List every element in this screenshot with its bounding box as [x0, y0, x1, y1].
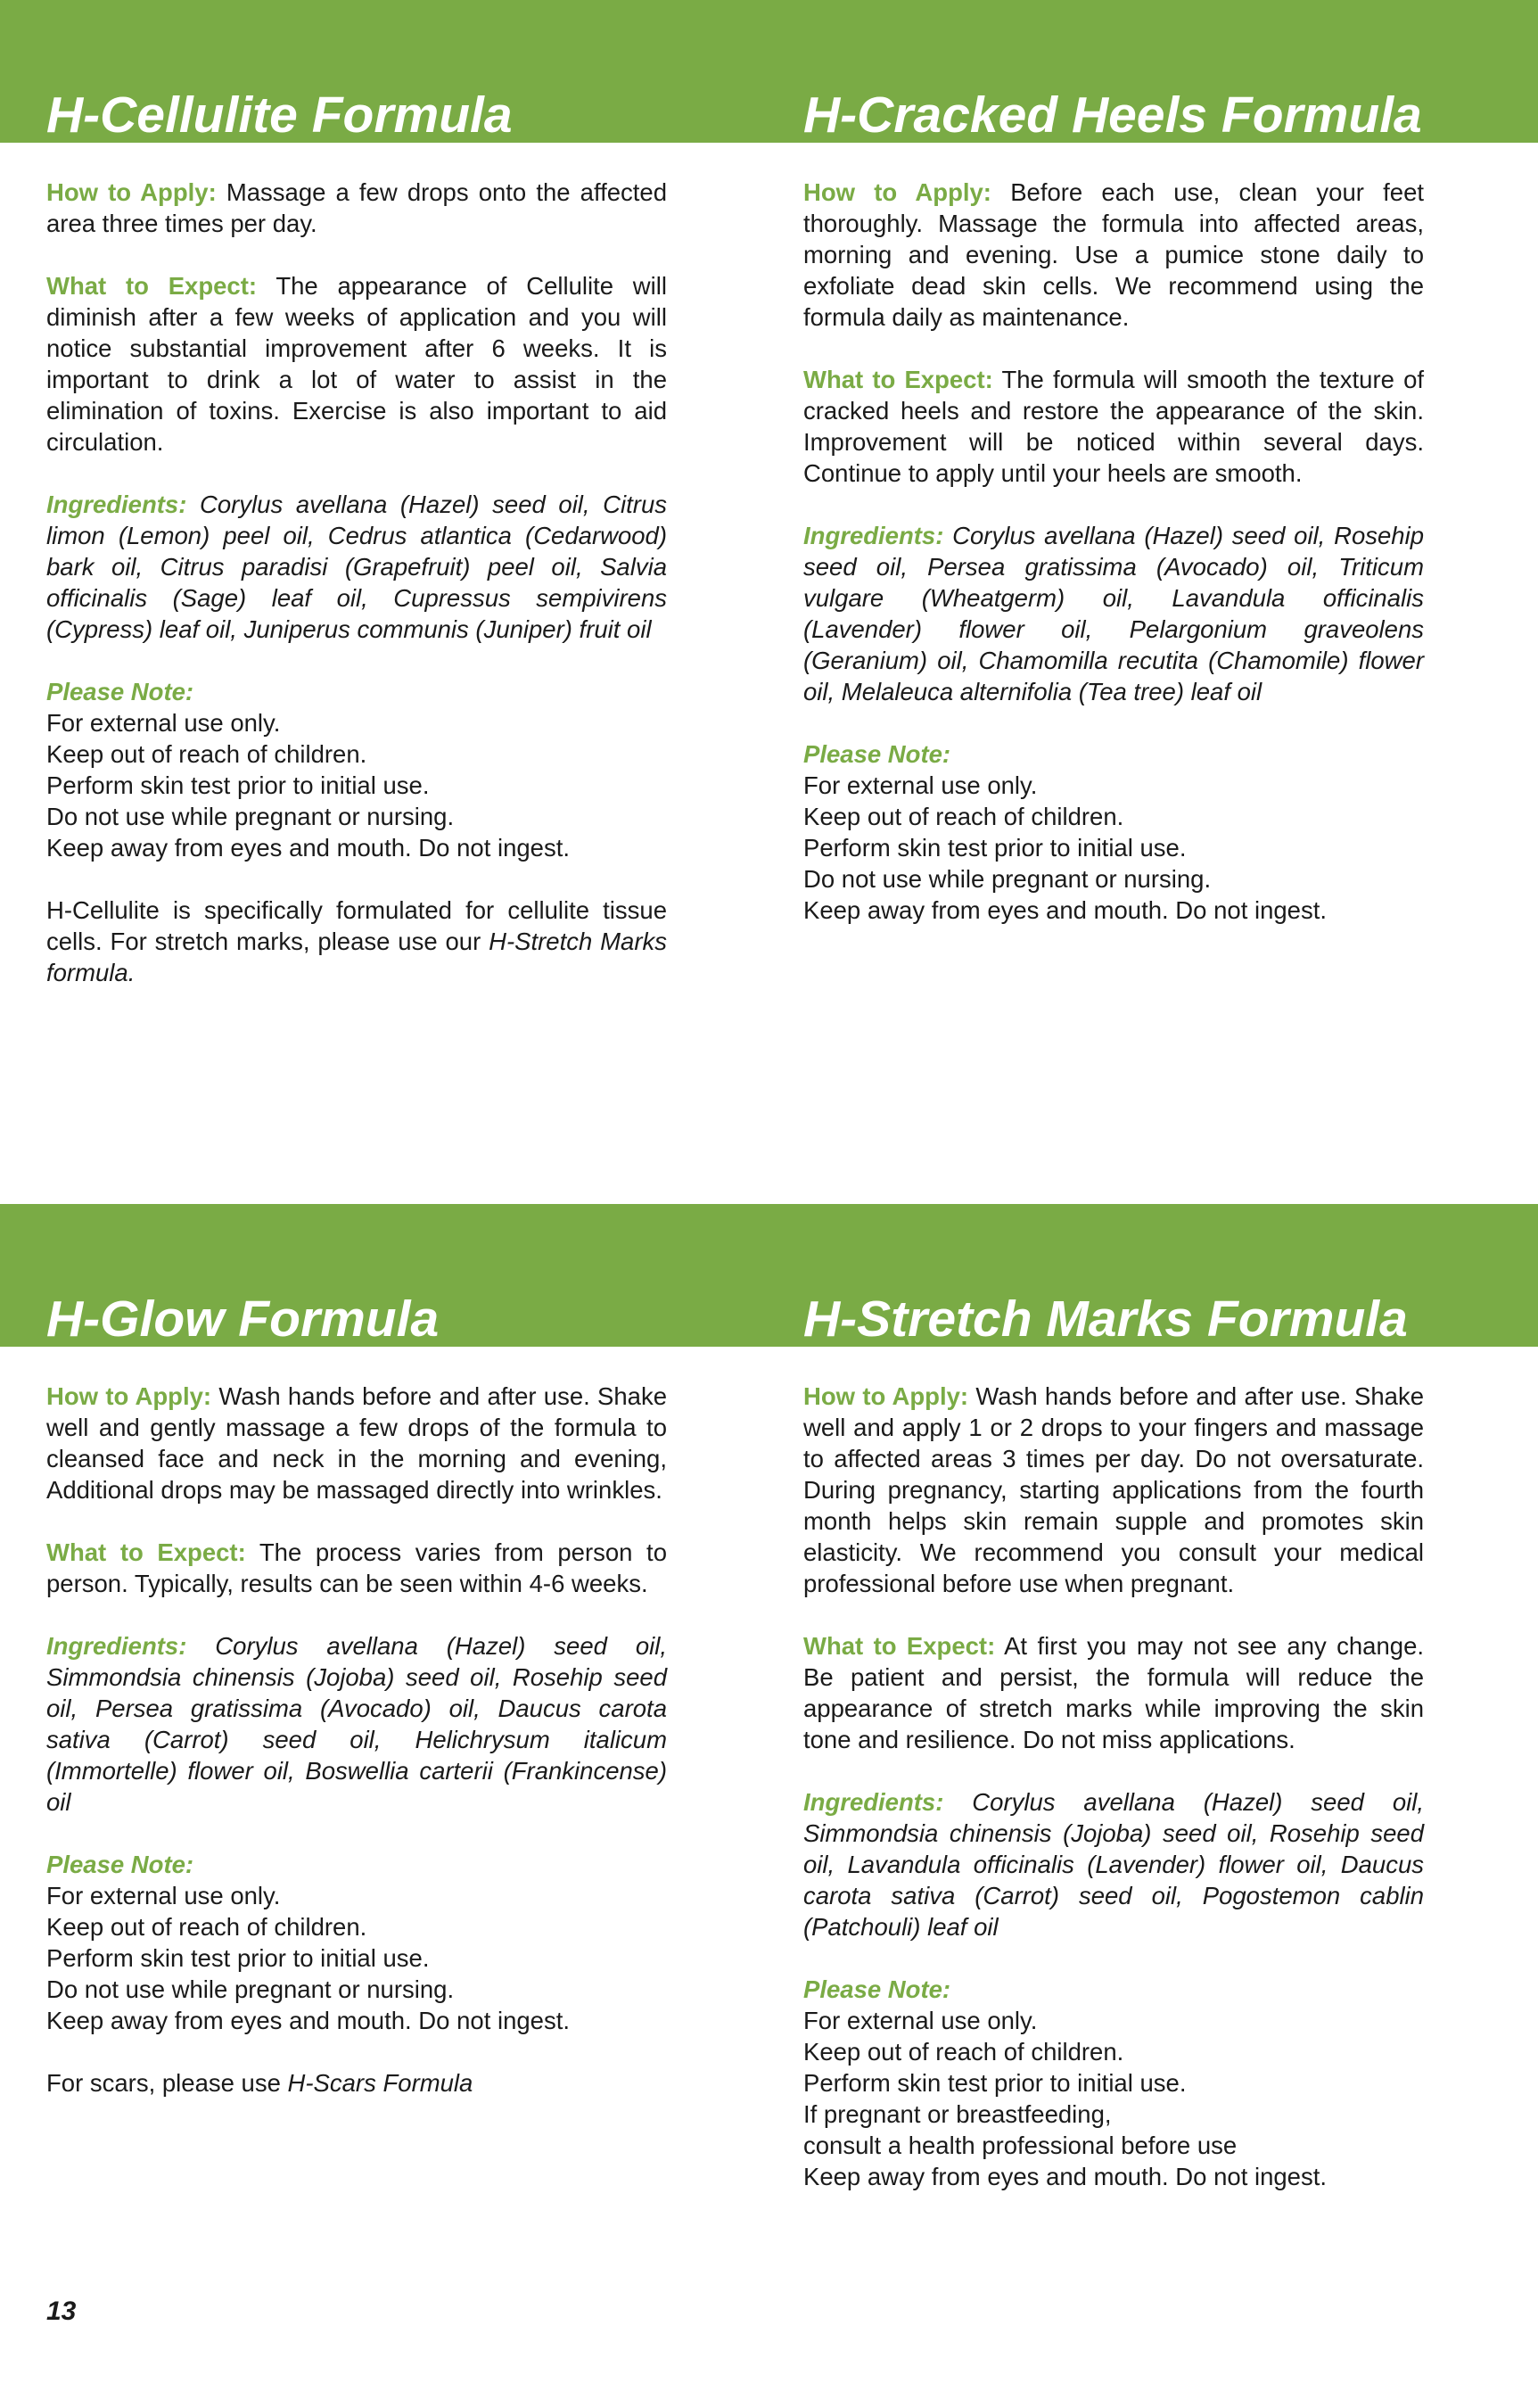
please-note-label: Please Note: [803, 740, 951, 768]
section-glow [46, 1204, 667, 2130]
how-to-apply-label: How to Apply: [46, 1382, 212, 1410]
what-to-expect-label: What to Expect: [803, 1632, 996, 1660]
section-title: H-Glow Formula [46, 1291, 440, 1348]
what-to-expect-label: What to Expect: [46, 1538, 246, 1566]
note-line: Keep out of reach of children. [46, 740, 367, 768]
how-to-apply-text: Wash hands before and after use. Shake well and gently massage a few drops of the formula to cleansed face and neck in the morning and evening, Additional drops may be massaged directly into wrinkles. [46, 1382, 668, 1504]
note-line: Do not use while pregnant or nursing. [46, 803, 455, 830]
footer-note [46, 895, 667, 988]
how-to-apply-text: Massage a few drops onto the affected area three times per day. [46, 178, 668, 237]
note-line: If pregnant or breastfeeding, [803, 2100, 1112, 2128]
note-line: consult a health professional before use [803, 2132, 1238, 2159]
note-line: Keep away from eyes and mouth. Do not ingest. [803, 2163, 1327, 2190]
footer-note [46, 2067, 667, 2099]
note-line: Perform skin test prior to initial use. [46, 1944, 430, 1972]
note-line: For external use only. [46, 709, 281, 737]
section-body [803, 1347, 1424, 2192]
section-cellulite [46, 0, 667, 1019]
what-to-expect-text: The formula will smooth the texture of cracked heels and restore the appearance of the skin. Improvement will be noticed within several days. Continue to apply until your heels are smooth. [803, 366, 1425, 487]
note-line: Keep away from eyes and mouth. Do not ingest. [46, 2007, 570, 2034]
ingredients-text: Corylus avellana (Hazel) seed oil, Simmondsia chinensis (Jojoba) seed oil, Rosehip seed oil, Persea gratissima (Avocado) oil, Daucus carota sativa (Carrot) seed oil, Helichrysum italicum (Immortelle) flower oil, Boswellia carterii (Frankincense) oil [46, 1632, 667, 1816]
what-to-expect [46, 1537, 667, 1599]
note-line: For external use only. [46, 1882, 281, 1909]
note-line: Perform skin test prior to initial use. [803, 834, 1187, 862]
note-line: For external use only. [803, 771, 1038, 799]
what-to-expect-text: The appearance of Cellulite will diminish after a few weeks of application and you will notice substantial improvement after 6 weeks. It is important to drink a lot of water to assist in the elimination of toxins. Exercise is also important to aid circulation. [46, 272, 667, 456]
what-to-expect [46, 270, 667, 458]
what-to-expect-text: The process varies from person to person. Typically, results can be seen within 4-6 weeks. [46, 1538, 667, 1597]
ingredients-label: Ingredients: [803, 1788, 944, 1816]
section-title: H-Stretch Marks Formula [803, 1291, 1408, 1348]
how-to-apply [46, 1381, 667, 1505]
note-line: For external use only. [803, 2007, 1038, 2034]
how-to-apply [803, 1381, 1424, 1599]
section-stretch-marks [803, 1204, 1424, 2223]
please-note [803, 738, 1424, 926]
section-body [46, 1347, 667, 2099]
note-line: Keep out of reach of children. [803, 2038, 1124, 2066]
footer-note-text: For scars, please use [46, 2069, 288, 2097]
what-to-expect-label: What to Expect: [46, 272, 258, 300]
note-line: Keep out of reach of children. [46, 1913, 367, 1941]
ingredients [803, 520, 1424, 707]
footer-note-reference: H-Stretch Marks formula. [46, 928, 667, 986]
how-to-apply-label: How to Apply: [803, 178, 991, 206]
how-to-apply-text: Before each use, clean your feet thoroughly. Massage the formula into affected areas, morning and evening. Use a pumice stone daily to exfoliate dead skin cells. We recommend using the formula daily as maintenance. [803, 178, 1425, 331]
what-to-expect-text: At first you may not see any change. Be patient and persist, the formula will reduce the appearance of stretch marks while improving the skin tone and resilience. Do not miss applications. [803, 1632, 1425, 1753]
section-cracked-heels [803, 0, 1424, 957]
section-title: H-Cellulite Formula [46, 87, 513, 144]
how-to-apply [803, 177, 1424, 333]
section-body [46, 143, 667, 988]
ingredients-text: Corylus avellana (Hazel) seed oil, Citrus limon (Lemon) peel oil, Cedrus atlantica (Cedarwood) bark oil, Citrus paradisi (Grapefruit) peel oil, Salvia officinalis (Sage) leaf oil, Cupressus sempivirens (Cypress) leaf oil, Juniperus communis (Juniper) fruit oil [46, 491, 667, 643]
what-to-expect [803, 1630, 1424, 1755]
footer-note-reference: H-Scars Formula [287, 2069, 473, 2097]
ingredients [803, 1786, 1424, 1942]
note-line: Perform skin test prior to initial use. [46, 771, 430, 799]
ingredients-text: Corylus avellana (Hazel) seed oil, Rosehip seed oil, Persea gratissima (Avocado) oil, Triticum vulgare (Wheatgerm) oil, Lavandula officinalis (Lavender) flower oil, Pelargonium graveolens (Geranium) oil, Chamomilla recutita (Chamomile) flower oil, Melaleuca alternifolia (Tea tree) leaf oil [803, 522, 1424, 705]
please-note-label: Please Note: [46, 678, 194, 705]
what-to-expect [803, 364, 1424, 489]
ingredients-label: Ingredients: [46, 491, 187, 518]
ingredients [46, 1630, 667, 1818]
please-note [46, 676, 667, 863]
please-note-label: Please Note: [803, 1975, 951, 2003]
please-note [46, 1849, 667, 2036]
footer-note-text: H-Cellulite is specifically formulated for cellulite tissue cells. For stretch marks, please use our [46, 896, 667, 955]
note-line: Keep away from eyes and mouth. Do not ingest. [46, 834, 570, 862]
note-line: Do not use while pregnant or nursing. [803, 865, 1212, 893]
how-to-apply-text: Wash hands before and after use. Shake well and apply 1 or 2 drops to your fingers and massage to affected areas 3 times per day. Do not oversaturate. During pregnancy, starting applications from the fourth month helps skin remain supple and promotes skin elasticity. We recommend you consult your medical professional before use when pregnant. [803, 1382, 1425, 1597]
what-to-expect-label: What to Expect: [803, 366, 993, 393]
section-body [803, 143, 1424, 926]
section-title: H-Cracked Heels Formula [803, 87, 1422, 144]
ingredients-text: Corylus avellana (Hazel) seed oil, Simmondsia chinensis (Jojoba) seed oil, Rosehip seed oil, Lavandula officinalis (Lavender) flower oil, Daucus carota sativa (Carrot) seed oil, Pogostemon cablin (Patchouli) leaf oil [803, 1788, 1424, 1941]
how-to-apply [46, 177, 667, 239]
note-line: Keep out of reach of children. [803, 803, 1124, 830]
note-line: Perform skin test prior to initial use. [803, 2069, 1187, 2097]
ingredients-label: Ingredients: [803, 522, 944, 549]
note-line: Do not use while pregnant or nursing. [46, 1975, 455, 2003]
please-note-label: Please Note: [46, 1851, 194, 1878]
how-to-apply-label: How to Apply: [46, 178, 217, 206]
page-number: 13 [46, 2297, 77, 2326]
how-to-apply-label: How to Apply: [803, 1382, 969, 1410]
note-line: Keep away from eyes and mouth. Do not ingest. [803, 896, 1327, 924]
ingredients-label: Ingredients: [46, 1632, 187, 1660]
please-note [803, 1974, 1424, 2192]
ingredients [46, 489, 667, 645]
